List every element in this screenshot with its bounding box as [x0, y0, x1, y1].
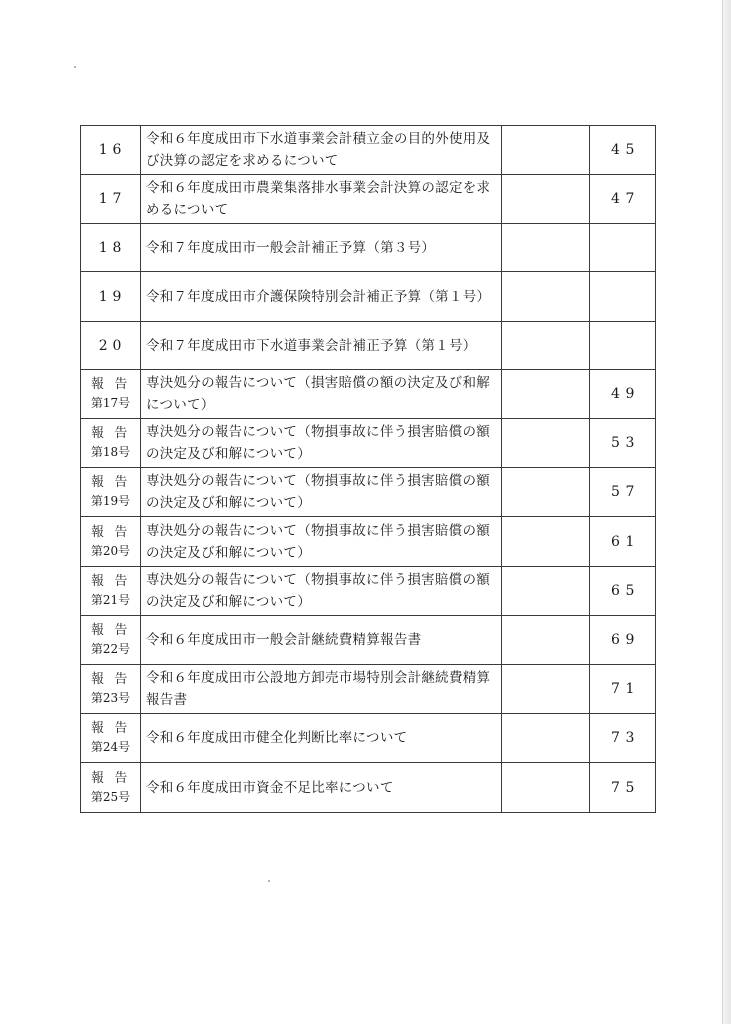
- blank-cell: [502, 616, 590, 665]
- page-number: [590, 224, 656, 272]
- report-label: 報告: [91, 426, 138, 441]
- report-number-cell: [81, 419, 141, 468]
- item-number: 19: [81, 272, 141, 322]
- report-number: 第21号: [90, 593, 131, 607]
- scan-speck: [74, 66, 76, 68]
- blank-cell: [502, 517, 590, 567]
- report-number-cell: [81, 714, 141, 763]
- report-label: 報告: [91, 672, 138, 687]
- report-label: 報告: [91, 524, 138, 540]
- blank-cell: [502, 714, 590, 763]
- table-row: [81, 175, 656, 224]
- item-title: 令和６年度成田市農業集落排水事業会計決算の認定を求めるについて: [141, 175, 502, 224]
- table-row: [81, 468, 656, 517]
- blank-cell: [502, 567, 590, 616]
- item-title: 令和７年度成田市下水道事業会計補正予算（第１号）: [141, 322, 502, 370]
- blank-cell: [502, 763, 590, 813]
- item-title: 専決処分の報告について（物損事故に伴う損害賠償の額の決定及び和解について）: [141, 419, 502, 468]
- blank-cell: [502, 419, 590, 468]
- page-number: 53: [590, 419, 656, 468]
- item-title: 令和６年度成田市公設地方卸売市場特別会計継続費精算報告書: [141, 665, 502, 714]
- item-title: 令和７年度成田市介護保険特別会計補正予算（第１号）: [141, 272, 502, 322]
- report-number: 第17号: [90, 396, 131, 410]
- blank-cell: [502, 175, 590, 224]
- report-number-cell: [81, 665, 141, 714]
- page-number: 45: [590, 126, 656, 175]
- report-label: 報告: [91, 475, 138, 490]
- page-number: 65: [590, 567, 656, 616]
- page-number: 49: [590, 370, 656, 419]
- table-row: [81, 763, 656, 813]
- item-title: 令和６年度成田市一般会計継続費精算報告書: [141, 616, 502, 665]
- page-number: 75: [590, 763, 656, 813]
- item-title: 専決処分の報告について（物損事故に伴う損害賠償の額の決定及び和解について）: [141, 468, 502, 517]
- report-label: 報告: [91, 623, 138, 638]
- page-number: 47: [590, 175, 656, 224]
- report-number-cell: [81, 567, 141, 616]
- report-number-cell: [81, 517, 141, 567]
- page-number: 61: [590, 517, 656, 567]
- table-row: [81, 517, 656, 567]
- table-row: [81, 126, 656, 175]
- page-number: 69: [590, 616, 656, 665]
- table-row: [81, 370, 656, 419]
- table-row: [81, 419, 656, 468]
- item-title: 専決処分の報告について（損害賠償の額の決定及び和解について）: [141, 370, 502, 419]
- page-number: 57: [590, 468, 656, 517]
- page-number: 73: [590, 714, 656, 763]
- table-row: [81, 616, 656, 665]
- item-title: 令和７年度成田市一般会計補正予算（第３号）: [141, 224, 502, 272]
- item-number: 20: [81, 322, 141, 370]
- blank-cell: [502, 665, 590, 714]
- table-row: [81, 272, 656, 322]
- blank-cell: [502, 272, 590, 322]
- item-title: 専決処分の報告について（物損事故に伴う損害賠償の額の決定及び和解について）: [141, 567, 502, 616]
- report-number: 第25号: [90, 789, 131, 804]
- table-row: [81, 714, 656, 763]
- report-number: 第22号: [90, 642, 131, 656]
- report-number-cell: [81, 468, 141, 517]
- report-number-cell: [81, 370, 141, 419]
- blank-cell: [502, 126, 590, 175]
- report-number: 第24号: [90, 740, 131, 754]
- page-number: [590, 272, 656, 322]
- table-row: [81, 567, 656, 616]
- report-label: 報告: [91, 721, 138, 736]
- page-number: 71: [590, 665, 656, 714]
- table-row: [81, 665, 656, 714]
- item-title: 令和６年度成田市下水道事業会計積立金の目的外使用及び決算の認定を求めるについて: [141, 126, 502, 175]
- page-number: [590, 322, 656, 370]
- blank-cell: [502, 322, 590, 370]
- report-number-cell: [81, 616, 141, 665]
- item-number: 17: [81, 175, 141, 224]
- report-number: 第18号: [90, 445, 131, 459]
- report-number-cell: [81, 763, 141, 813]
- agenda-table: [80, 125, 656, 813]
- report-label: 報告: [91, 377, 138, 392]
- scan-speck: [268, 880, 270, 882]
- blank-cell: [502, 468, 590, 517]
- report-label: 報告: [91, 770, 138, 786]
- item-number: 16: [81, 126, 141, 175]
- blank-cell: [502, 370, 590, 419]
- item-title: 令和６年度成田市資金不足比率について: [141, 763, 502, 813]
- report-number: 第19号: [90, 494, 131, 508]
- table-row: [81, 322, 656, 370]
- report-label: 報告: [91, 574, 138, 589]
- item-title: 専決処分の報告について（物損事故に伴う損害賠償の額の決定及び和解について）: [141, 517, 502, 567]
- item-number: 18: [81, 224, 141, 272]
- table-row: [81, 224, 656, 272]
- report-number: 第23号: [90, 691, 131, 705]
- page-edge: [722, 0, 731, 1024]
- report-number: 第20号: [90, 543, 131, 558]
- blank-cell: [502, 224, 590, 272]
- item-title: 令和６年度成田市健全化判断比率について: [141, 714, 502, 763]
